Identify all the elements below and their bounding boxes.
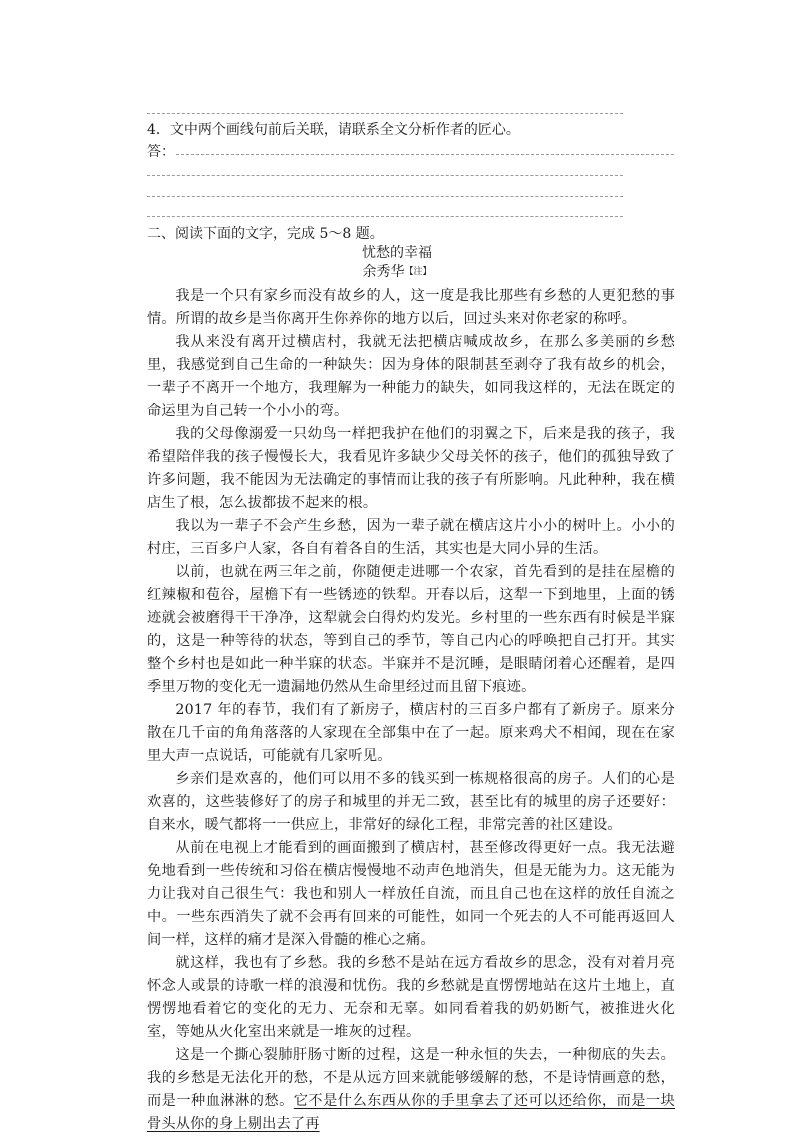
answer-line — [147, 113, 623, 114]
underlined-sentence: 它不是什么东西从你的手里拿去了还可以还给你，而是一块骨头从你的身上剔出去了再 — [147, 1093, 675, 1132]
article-author — [0, 263, 794, 281]
article-body — [147, 285, 675, 1136]
paragraph-last-text: 这是一个撕心裂肺肝肠寸断的过程，这是一种永恒的失去，一种彻底的失去。我的乡愁是无法化开的愁，不是从远方回来就能够缓解的愁，不是诗情画意的愁，而是一种血淋淋的愁。 — [147, 1047, 675, 1109]
article-title: 忧愁的幸福 — [362, 245, 432, 261]
paragraph: 我以为一辈子不会产生乡愁，因为一辈子就在横店这片小小的树叶上。小小的村庄，三百多户人家，各自有着各自的生活，其实也是大同小异的生活。 — [147, 518, 675, 557]
answer-line — [147, 175, 623, 176]
paragraph: 我从来没有离开过横店村，我就无法把横店喊成故乡，在那么多美丽的乡愁里，我感觉到自己生命的一种缺失：因为身体的限制甚至剥夺了我有故乡的机会，一辈子不离开一个地方，我理解为一种能力的缺失，如同我这样的，无法在既定的命运里为自己转一个小小的弯。 — [147, 334, 675, 419]
answer-label: 答： — [147, 144, 175, 160]
paragraph: 以前，也就在两三年之前，你随便走进哪一个农家，首先看到的是挂在屋檐的红辣椒和苞谷，屋檐下有一些锈迹的铁犁。开春以后，这犁一下到地里，上面的锈迹就会被磨得干干净净，这犁就会白得灼灼发光。乡村里的一些东西有时候是半寐的，这是一种等待的状态，等到自己的季节，等自己内心的呼唤把自己打开。其实整个乡村也是如此一种半寐的状态。半寐并不是沉睡，是眼睛闭着心还醒着，是四季里万物的变化无一遗漏地仍然从生命里经过而且留下痕迹。 — [147, 564, 675, 695]
answer-line — [176, 154, 674, 155]
paragraph: 2017 年的春节，我们有了新房子，横店村的三百多户都有了新房子。原来分散在几千亩的角角落落的人家现在全部集中在了一起。原来鸡犬不相闻，现在在家里大声一点说话，可能就有几家听见。 — [147, 702, 675, 764]
paragraph: 就这样，我也有了乡愁。我的乡愁不是站在远方看故乡的思念，没有对着月亮怀念人或景的诗歌一样的浪漫和忧伤。我的乡愁就是直愣愣地站在这片土地上，直愣愣地看着它的变化的无力、无奈和无辜。如同看着我的奶奶断气，被推进火化室，等她从火化室出来就是一堆灰的过程。 — [147, 955, 675, 1040]
paragraph: 我是一个只有家乡而没有故乡的人，这一度是我比那些有乡愁的人更犯愁的事情。所谓的故乡是当你离开生你养你的地方以后，回过头来对你老家的称呼。 — [147, 288, 675, 327]
answer-line — [147, 196, 623, 197]
author-name: 余秀华 — [362, 264, 405, 280]
paragraph-last — [147, 1044, 675, 1136]
paragraph: 乡亲们是欢喜的，他们可以用不多的钱买到一栋规格很高的房子。人们的心是欢喜的，这些装修好了的房子和城里的并无二致，甚至比有的城里的房子还要好：自来水，暖气都将一一供应上，非常好的绿化工程，非常完善的社区建设。 — [147, 771, 675, 833]
paragraph: 我的父母像溺爱一只幼鸟一样把我护在他们的羽翼之下，后来是我的孩子，我希望陪伴我的孩子慢慢长大，我看见许多缺少父母关怀的孩子，他们的孤独导致了许多问题，我不能因为无法确定的事情而让我的孩子有所影响。凡此种种，我在横店生了根，怎么拔都拔不起来的根。 — [147, 426, 675, 511]
answer-line — [147, 216, 623, 217]
author-note-tag: 【注】 — [404, 267, 432, 277]
question-4: 4．文中两个画线句前后关联，请联系全文分析作者的匠心。 — [147, 122, 520, 138]
section-2-heading: 二、阅读下面的文字，完成 5～8 题。 — [147, 226, 384, 242]
paragraph: 从前在电视上才能看到的画面搬到了横店村，甚至修改得更好一点。我无法避免地看到一些传统和习俗在横店慢慢地不动声色地消失，但是无能为力。这无能为力让我对自己很生气：我也和别人一样放任自流，而且自己也在这样的放任自流之中。一些东西消失了就不会再有回来的可能性，如同一个死去的人不可能再返回人间一样，这样的痛才是深入骨髓的椎心之痛。 — [147, 840, 675, 948]
